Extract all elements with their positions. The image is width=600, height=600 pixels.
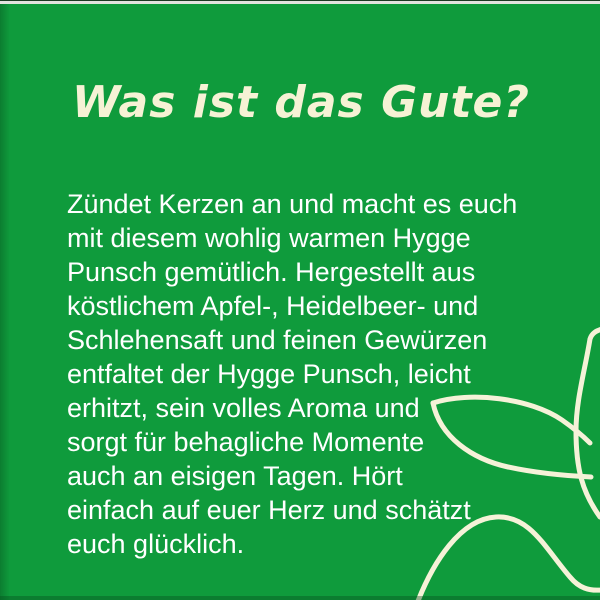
body-paragraph: [67, 187, 537, 561]
body-line: auch an eisigen Tagen. Hört: [67, 461, 403, 491]
body-line: entfaltet der Hygge Punsch, leicht: [67, 359, 471, 389]
body-line: sorgt für behagliche Momente: [67, 427, 425, 457]
body-line: einfach auf euer Herz und schätzt: [67, 495, 471, 525]
body-line: Zündet Kerzen an und macht es euch: [67, 189, 518, 219]
page-title: Was ist das Gute?: [72, 77, 530, 128]
body-line: euch glücklich.: [67, 529, 245, 559]
body-line: mit diesem wohlig warmen Hygge: [67, 223, 471, 253]
branch-stem: [576, 329, 600, 517]
left-edge-shadow: [0, 0, 10, 600]
body-line: köstlichem Apfel-, Heidelbeer- und: [67, 291, 479, 321]
bottom-edge-shadow: [0, 596, 600, 600]
body-line: Punsch gemütlich. Hergestellt aus: [67, 257, 476, 287]
top-edge-light-line: [0, 1, 600, 4]
body-line: erhitzt, sein volles Aroma und: [67, 393, 420, 423]
body-line: Schlehensaft und feinen Gewürzen: [67, 325, 488, 355]
